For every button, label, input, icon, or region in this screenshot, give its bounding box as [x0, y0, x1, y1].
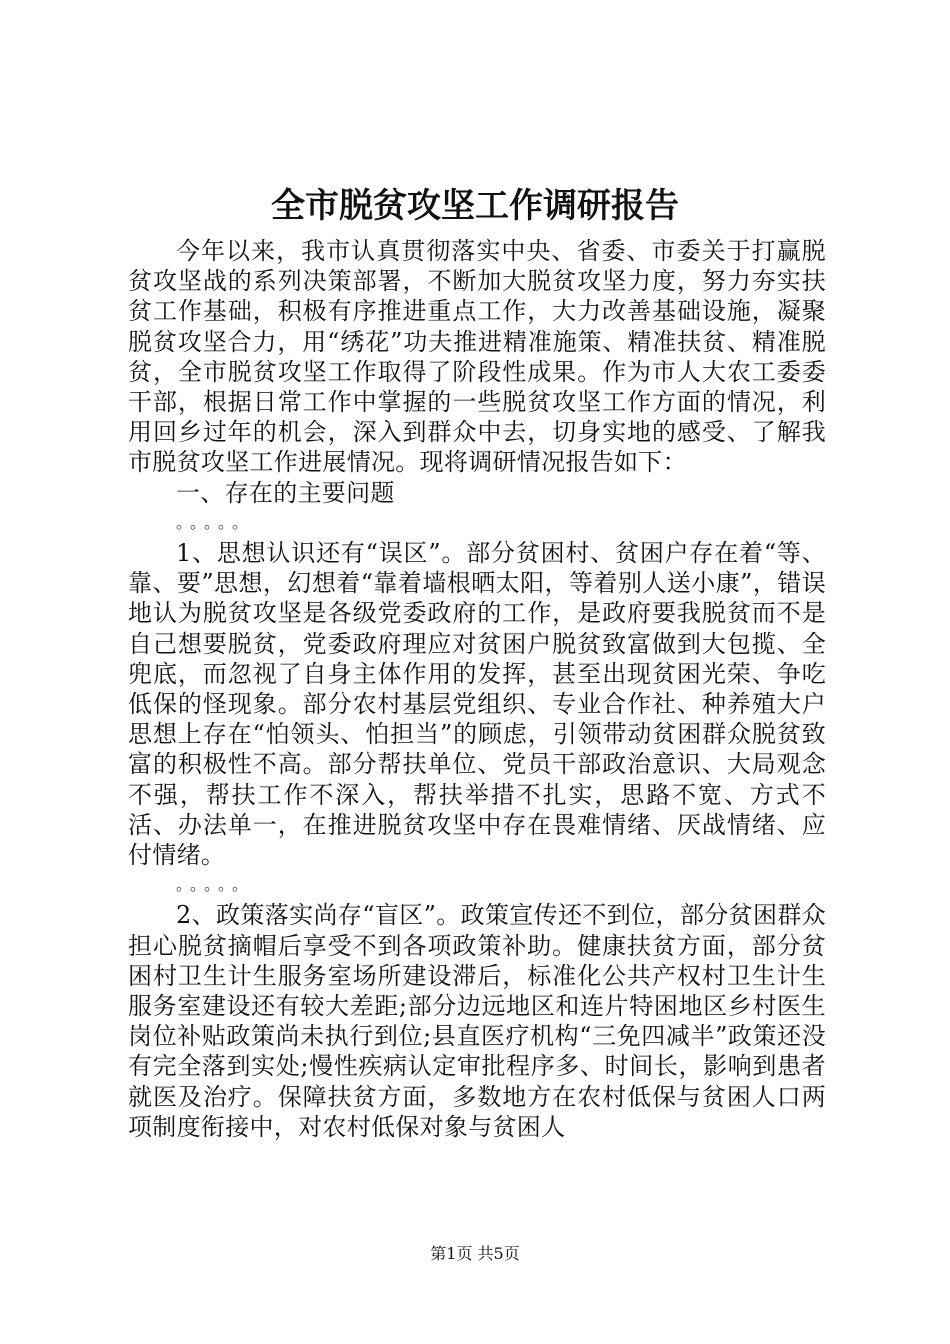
separator-marks: 。。。。。 — [176, 875, 255, 895]
separator-marks: 。。。。。 — [176, 512, 255, 532]
intro-paragraph: 今年以来，我市认真贯彻落实中央、省委、市委关于打赢脱贫攻坚战的系列决策部署，不断加大脱贫攻坚力度，努力夯实扶贫工作基础，积极有序推进重点工作，大力改善基础设施，凝聚脱贫攻坚合力，用“绣花”功夫推进精准施策、精准扶贫、精准脱贫，全市脱贫攻坚工作取得了阶段性成果。作为市人大农工委委干部，根据日常工作中掌握的一些脱贫攻坚工作方面的情况，利用回乡过年的机会，深入到群众中去，切身实地的感受、了解我市脱贫攻坚工作进展情况。现将调研情况报告如下： — [128, 237, 826, 477]
page-footer: 第1页 共5页 — [430, 1244, 520, 1263]
document-title: 全市脱贫攻坚工作调研报告 — [271, 186, 679, 226]
point-two-paragraph: 2、政策落实尚存“盲区”。政策宣传还不到位，部分贫困群众担心脱贫摘帽后享受不到各项政策补助。健康扶贫方面，部分贫困村卫生计生服务室场所建设滞后，标准化公共产权村卫生计生服务室建设还有较大差距;部分边远地区和连片特困地区乡村医生岗位补贴政策尚未执行到位;县直医疗机构“三免四减半”政策还没有完全落到实处;慢性疾病认定审批程序多、时间长，影响到患者就医及治疗。保障扶贫方面，多数地方在农村低保与贫困人口两项制度衔接中，对农村低保对象与贫困人 — [128, 901, 826, 1141]
section-heading: 一、存在的主要问题 — [176, 478, 395, 507]
document-body — [128, 236, 826, 1142]
point-one-paragraph: 1、思想认识还有“误区”。部分贫困村、贫困户存在着“等、靠、要”思想，幻想着“靠着墙根晒太阳，等着别人送小康”，错误地认为脱贫攻坚是各级党委政府的工作，是政府要我脱贫而不是自己想要脱贫，党委政府理应对贫困户脱贫致富做到大包揽、全兜底，而忽视了自身主体作用的发挥，甚至出现贫困光荣、争吃低保的怪现象。部分农村基层党组织、专业合作社、种养殖大户思想上存在“怕领头、怕担当”的顾虑，引领带动贫困群众脱贫致富的积极性不高。部分帮扶单位、党员干部政治意识、大局观念不强，帮扶工作不深入，帮扶举措不扎实，思路不宽、方式不活、办法单一，在推进脱贫攻坚中存在畏难情绪、厌战情绪、应付情绪。 — [128, 539, 826, 870]
